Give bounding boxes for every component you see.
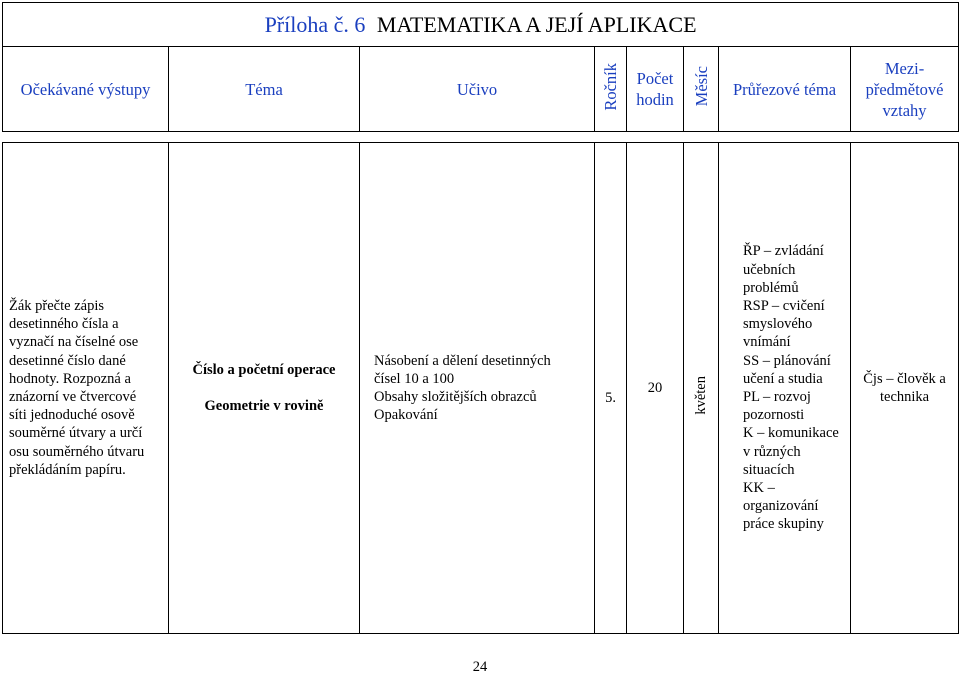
outputs-line: osu souměrného útvaru <box>9 443 145 460</box>
outputs-line: znázorní ve čtvercové <box>9 389 137 405</box>
inter-subject-cell <box>851 143 959 634</box>
header-hours-label: Počet hodin <box>636 69 674 109</box>
topic-plane-geometry: Geometrie v rovině <box>204 398 324 414</box>
topic-number-operations: Číslo a početní operace <box>192 361 336 378</box>
content-line: čísel 10 a 100 <box>374 370 455 387</box>
content-line: Opakování <box>374 407 438 424</box>
header-outputs: Očekávané výstupy <box>3 47 169 132</box>
content-cell <box>360 143 595 634</box>
cross-topic-line: organizování <box>743 498 819 515</box>
content-line: Násobení a dělení desetinných <box>374 352 551 369</box>
document-title <box>3 3 959 47</box>
topic-cell <box>169 143 360 634</box>
outputs-line: Žák přečte zápis <box>9 297 105 314</box>
content-line: Obsahy složitějších obrazců <box>374 389 537 405</box>
header-row <box>3 47 959 132</box>
title-main: MATEMATIKA A JEJÍ APLIKACE <box>376 11 697 37</box>
cross-topic-line: učení a studia <box>743 370 823 387</box>
year-value: 5. <box>605 389 616 406</box>
inter-subject-line: Čjs – člověk a <box>863 370 946 387</box>
outputs-line: hodnoty. Rozpozná a <box>9 370 131 387</box>
cross-topic-line: vnímání <box>743 334 791 351</box>
outputs-line: překládáním papíru. <box>9 461 126 478</box>
outputs-line: souměrné útvary a určí <box>9 425 143 442</box>
month-cell <box>684 143 719 634</box>
outputs-line: vyznačí na číselné ose <box>9 334 139 351</box>
curriculum-table <box>2 2 959 634</box>
outputs-line: desetinné číslo dané <box>9 352 126 369</box>
cross-topic-line: SS – plánování <box>743 352 831 369</box>
header-year: Ročník <box>601 62 620 111</box>
outputs-line: síti jednoduché osově <box>9 407 135 424</box>
header-content: Učivo <box>360 47 595 132</box>
header-month-cell <box>684 47 719 132</box>
cross-topic-line: K – komunikace <box>743 425 839 442</box>
cross-topic-line: práce skupiny <box>743 516 824 533</box>
cross-topic-line: PL – rozvoj <box>743 389 811 405</box>
page-number: 24 <box>472 659 488 675</box>
hours-value: 20 <box>647 379 663 396</box>
cross-topic-line: problémů <box>743 279 799 296</box>
cross-topic-cell <box>719 143 851 634</box>
cross-topic-line: KK – <box>743 480 775 497</box>
cross-topic-line: smyslového <box>743 316 813 333</box>
outputs-line: desetinného čísla a <box>9 316 119 333</box>
hours-cell <box>627 143 684 634</box>
month-value: květen <box>692 376 709 415</box>
header-inter-subject-label: Mezi-předmětové vztahy <box>865 58 944 120</box>
table-row <box>3 143 959 634</box>
year-cell <box>595 143 627 634</box>
header-year-cell <box>595 47 627 132</box>
cross-topic-line: situacích <box>743 461 795 478</box>
header-topic: Téma <box>169 47 360 132</box>
cross-topic-line: v různých <box>743 443 801 460</box>
header-inter-subject <box>851 47 959 132</box>
cross-topic-line: ŘP – zvládání <box>743 243 824 260</box>
inter-subject-line: technika <box>879 389 930 405</box>
header-month: Měsíc <box>691 66 711 107</box>
header-cross-topic: Průřezové téma <box>719 47 851 132</box>
cross-topic-line: učebních <box>743 261 796 278</box>
header-hours <box>627 47 684 132</box>
title-prefix: Příloha č. 6 <box>264 11 366 37</box>
outputs-cell <box>3 143 169 634</box>
cross-topic-line: pozornosti <box>743 407 805 424</box>
cross-topic-line: RSP – cvičení <box>743 297 825 314</box>
